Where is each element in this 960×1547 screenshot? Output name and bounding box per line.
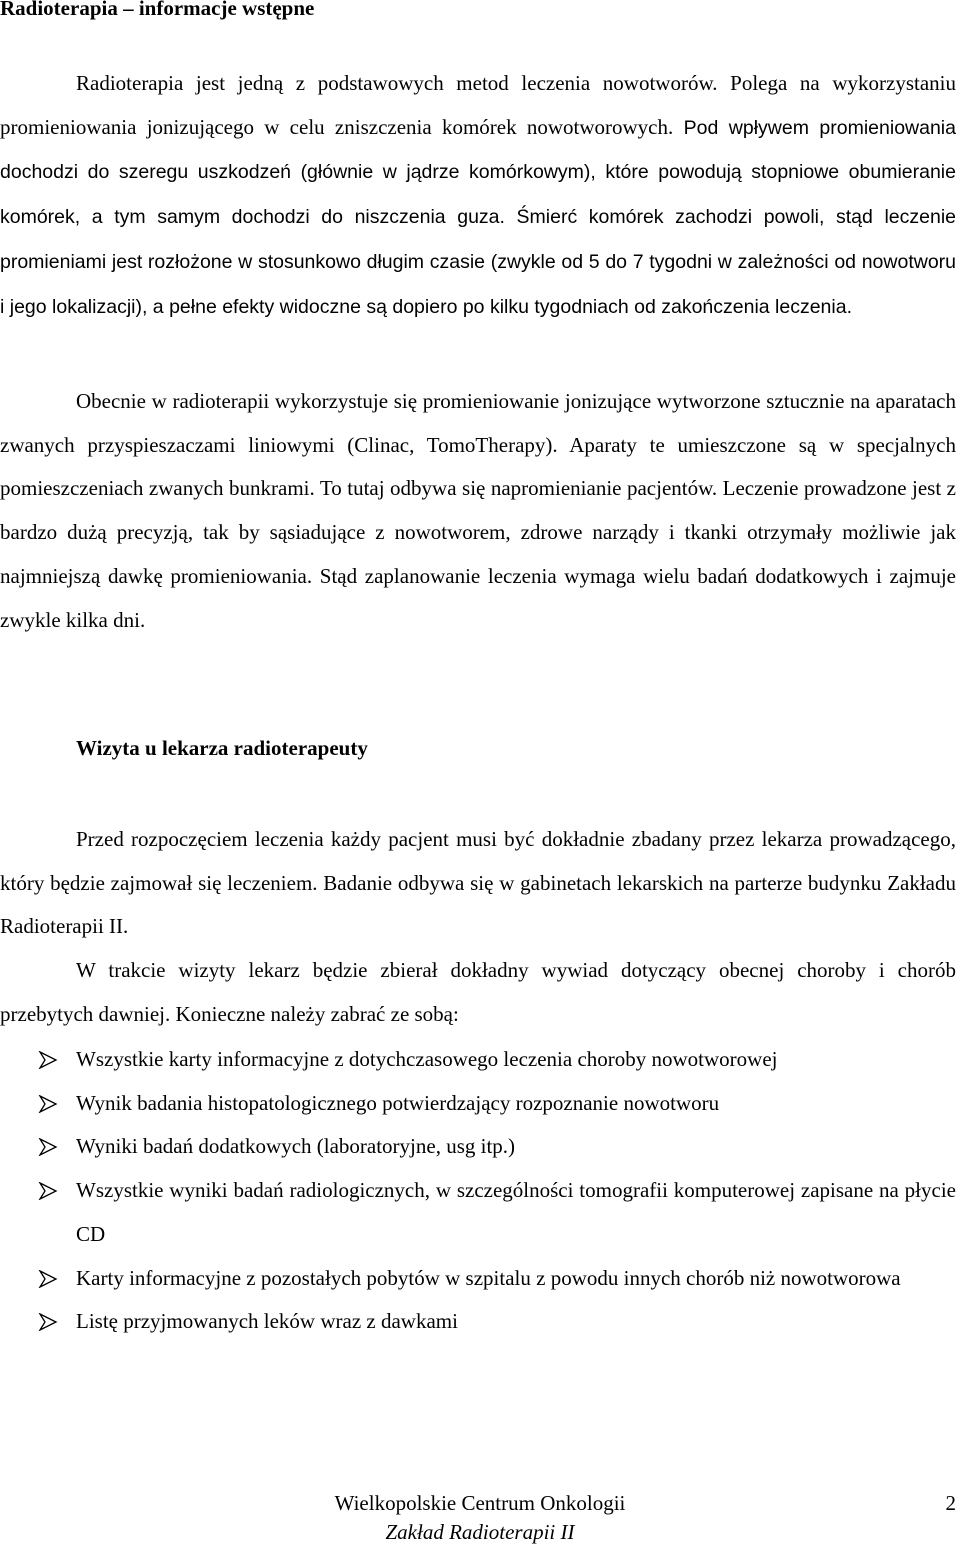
list-item (0, 1169, 956, 1256)
intro-paragraph-1-serif: Radioterapia jest jedną z podstawowych metod leczenia nowotworów. Polega na wykorzystaniu promieniowania jonizującego w celu zniszczenia komórek nowotworowych. (0, 71, 956, 139)
arrowhead-bullet-icon (38, 1095, 58, 1113)
list-item-text: Karty informacyjne z pozostałych pobytów w szpitalu z powodu innych chorób niż nowotworowa (76, 1265, 901, 1290)
list-item-text: Wszystkie karty informacyjne z dotychczasowego leczenia choroby nowotworowej (76, 1047, 778, 1071)
list-item (0, 1038, 956, 1082)
list-item-text: Wyniki badań dodatkowych (laboratoryjne, usg itp.) (76, 1134, 516, 1159)
list-item-text: Listę przyjmowanych leków wraz z dawkami (76, 1309, 458, 1334)
list-item (0, 1082, 956, 1126)
footer-department: Zakład Radioterapii II (385, 1520, 575, 1544)
footer-institution: Wielkopolskie Centrum Onkologii (334, 1491, 626, 1515)
list-item (0, 1125, 956, 1169)
intro-paragraph-2: Obecnie w radioterapii wykorzystuje się promieniowanie jonizujące wytworzone sztucznie na aparatach zwanych przyspieszaczami liniowymi (Clinac, TomoTherapy). Aparaty te umieszczone są w specjalnych pomieszczeniach zwanych bunkrami. To tutaj odbywa się napromienianie pacjentów. Leczenie prowadzone jest z bardzo dużą precyzją, tak by sąsiadujące z nowotworem, zdrowe narządy i tkanki otrzymały możliwie jak najmniejszą dawkę promieniowania. Stąd zaplanowanie leczenia wymaga wielu badań dodatkowych i zajmuje zwykle kilka dni. (0, 389, 956, 632)
visit-paragraph-2: W trakcie wizyty lekarz będzie zbierał dokładny wywiad dotyczący obecnej choroby i chorób przebytych dawniej. Konieczne należy zabrać ze sobą: (0, 958, 956, 1026)
arrowhead-bullet-icon (38, 1182, 58, 1200)
arrowhead-bullet-icon (38, 1313, 58, 1331)
list-item (0, 1257, 956, 1301)
arrowhead-bullet-icon (38, 1138, 58, 1156)
visit-paragraph-1: Przed rozpoczęciem leczenia każdy pacjent musi być dokładnie zbadany przez lekarza prowadzącego, który będzie zajmował się leczeniem. Badanie odbywa się w gabinetach lekarskich na parterze budynku Zakładu Radioterapii II. (0, 827, 956, 939)
page-title: Radioterapia – informacje wstępne (0, 0, 315, 20)
list-item-text: Wynik badania histopatologicznego potwierdzający rozpoznanie nowotworu (76, 1090, 720, 1115)
list-item-text: Wszystkie wyniki badań radiologicznych, w szczególności tomografii komputerowej zapisane na płycie CD (76, 1178, 956, 1246)
section-heading-visit: Wizyta u lekarza radioterapeuty (76, 736, 368, 760)
required-documents-list (0, 1038, 956, 1344)
intro-paragraph-1 (0, 62, 956, 329)
intro-paragraph-1-sans: Pod wpływem promieniowania dochodzi do szeregu uszkodzeń (głównie w jądrze komórkowym), które powodują stopniowe obumieranie komórek, a tym samym dochodzi do niszczenia guza. Śmierć komórek zachodzi powoli, stąd leczenie promieniami jest rozłożone w stosunkowo długim czasie (zwykle od 5 do 7 tygodni w zależności od nowotworu i jego lokalizacji), a pełne efekty widoczne są dopiero po kilku tygodniach od zakończenia leczenia. (0, 116, 956, 318)
list-item (0, 1300, 956, 1344)
page-number: 2 (945, 1491, 956, 1515)
arrowhead-bullet-icon (38, 1270, 58, 1288)
arrowhead-bullet-icon (38, 1051, 58, 1069)
